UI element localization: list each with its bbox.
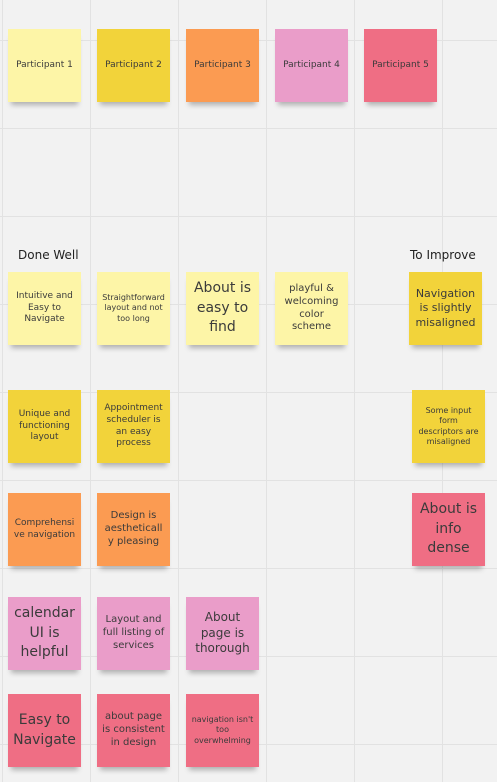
sticky-note[interactable]: playful & welcoming color scheme [275, 272, 348, 345]
participant-1-note[interactable]: Participant 1 [8, 29, 81, 102]
sticky-note[interactable]: Appointment scheduler is an easy process [97, 390, 170, 463]
participant-5-note[interactable]: Participant 5 [364, 29, 437, 102]
sticky-note[interactable]: About is easy to find [186, 272, 259, 345]
improve-note[interactable]: Navigation is slightly misaligned [409, 272, 482, 345]
sticky-note[interactable]: Design is aesthetically pleasing [97, 493, 170, 566]
sticky-note[interactable]: Intuitive and Easy to Navigate [8, 272, 81, 345]
sticky-note[interactable]: Unique and functioning layout [8, 390, 81, 463]
sticky-note[interactable]: Straightforward layout and not too long [97, 272, 170, 345]
improve-note[interactable]: Some input form descriptors are misaligned [412, 390, 485, 463]
sticky-note[interactable]: About page is thorough [186, 597, 259, 670]
done-well-label: Done Well [18, 248, 79, 262]
sticky-note[interactable]: Easy to Navigate [8, 694, 81, 767]
sticky-note[interactable]: Layout and full listing of services [97, 597, 170, 670]
sticky-note[interactable]: Comprehensi ve navigation [8, 493, 81, 566]
participant-4-note[interactable]: Participant 4 [275, 29, 348, 102]
sticky-note[interactable]: navigation isn't too overwhelming [186, 694, 259, 767]
improve-note[interactable]: About is info dense [412, 493, 485, 566]
participant-3-note[interactable]: Participant 3 [186, 29, 259, 102]
to-improve-label: To Improve [410, 248, 476, 262]
sticky-note[interactable]: about page is consistent in design [97, 694, 170, 767]
sticky-note[interactable]: calendar UI is helpful [8, 597, 81, 670]
participant-2-note[interactable]: Participant 2 [97, 29, 170, 102]
